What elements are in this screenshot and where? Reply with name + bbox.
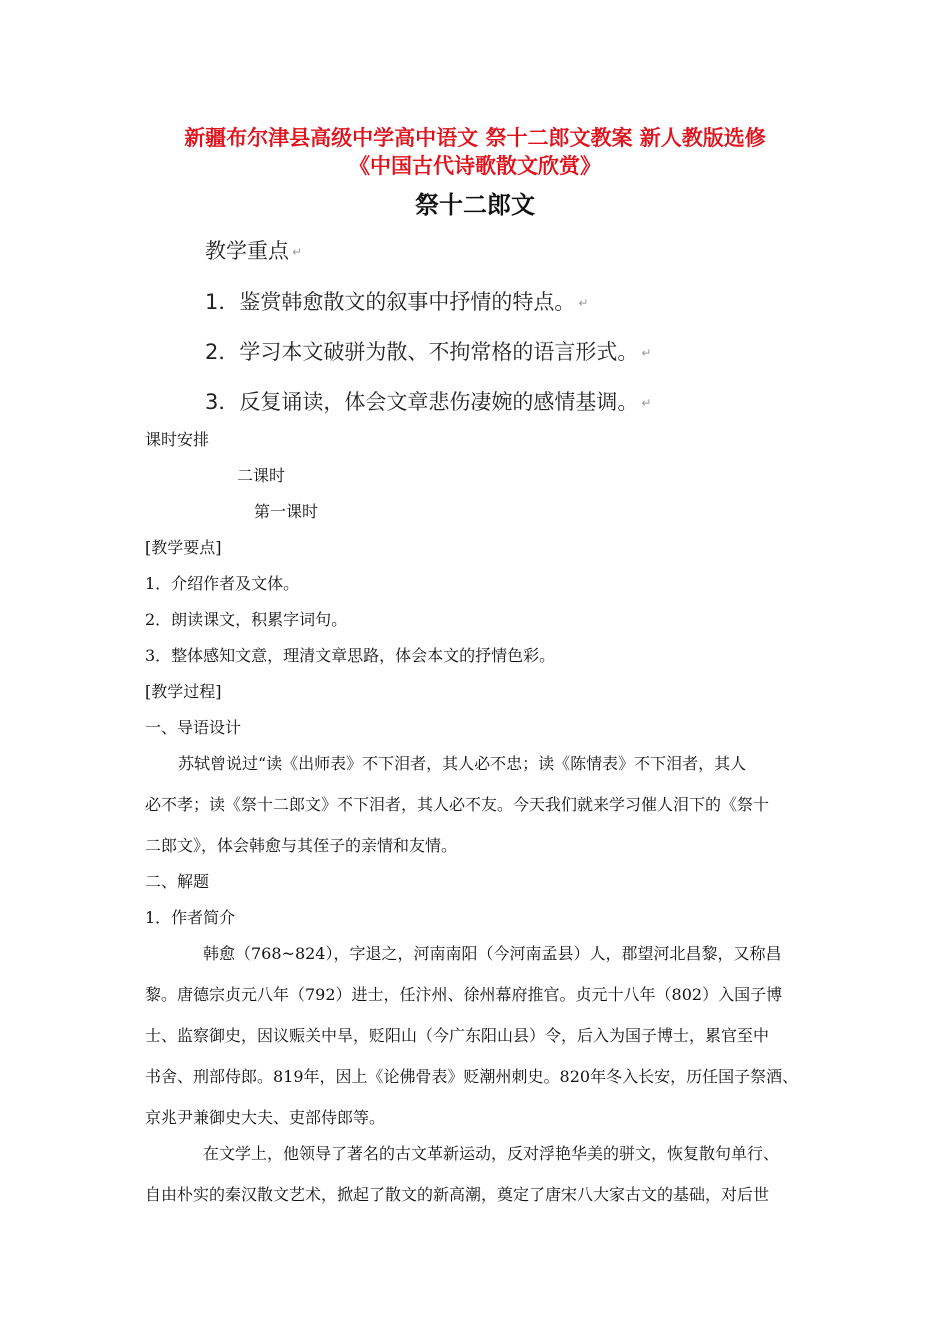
points-item-1: 1．介绍作者及文体。: [145, 574, 300, 593]
author-line-4: 书舍、刑部侍郎。819年，因上《论佛骨表》贬潮州刺史。820年冬入长安，历任国子祭酒、: [145, 1067, 799, 1086]
return-mark-icon: ↵: [578, 296, 589, 310]
focus-item-text: 2．学习本文破骈为散、不拘常格的语言形式。: [205, 340, 639, 364]
return-mark-icon: ↵: [641, 396, 652, 410]
focus-heading-text: 教学重点: [205, 239, 289, 263]
literature-line-2: 自由朴实的秦汉散文艺术，掀起了散文的新高潮，奠定了唐宋八大家古文的基础，对后世: [145, 1185, 770, 1204]
intro-line-2: 必不孝；读《祭十二郎文》不下泪者，其人必不友。今天我们就来学习催人泪下的《祭十: [145, 795, 770, 814]
return-mark-icon: ↵: [641, 346, 652, 360]
intro-line-3: 二郎文》，体会韩愈与其侄子的亲情和友情。: [145, 836, 458, 855]
focus-item-text: 3．反复诵读，体会文章悲伤凄婉的感情基调。: [205, 390, 639, 414]
schedule-heading: 课时安排: [145, 430, 210, 449]
schedule-total: 二课时: [237, 466, 286, 485]
author-line-5: 京兆尹兼御史大夫、吏部侍郎等。: [145, 1108, 386, 1127]
points-item-3: 3．整体感知文意，理清文章思路，体会本文的抒情色彩。: [145, 646, 556, 665]
points-item-2: 2．朗读课文，积累字词句。: [145, 610, 348, 629]
intro-line-1: 苏轼曾说过“读《出师表》不下泪者，其人必不忠；读《陈情表》不下泪者，其人: [178, 754, 747, 773]
focus-item-text: 1．鉴赏韩愈散文的叙事中抒情的特点。: [205, 290, 576, 314]
focus-item-2: [205, 336, 651, 366]
section-intro-heading: 一、导语设计: [145, 718, 242, 737]
focus-item-1: [205, 286, 588, 316]
points-heading: [教学要点]: [145, 538, 222, 557]
schedule-first: 第一课时: [254, 502, 319, 521]
literature-line-1: 在文学上，他领导了著名的古文革新运动，反对浮艳华美的骈文，恢复散句单行、: [203, 1144, 780, 1163]
focus-item-3: [205, 386, 651, 416]
lesson-title: 祭十二郎文: [415, 191, 535, 219]
author-line-1: 韩愈（768~824），字退之，河南南阳（今河南孟县）人，郡望河北昌黎，又称昌: [203, 944, 782, 963]
return-mark-icon: ↵: [292, 245, 303, 259]
process-heading: [教学过程]: [145, 682, 222, 701]
author-line-2: 黎。唐德宗贞元八年（792）进士，任汴州、徐州幕府推官。贞元十八年（802）入国子博: [145, 985, 783, 1004]
document-title-line1: 新疆布尔津县高级中学高中语文 祭十二郎文教案 新人教版选修: [184, 126, 766, 150]
section-title-heading: 二、解题: [145, 872, 210, 891]
document-title-line2: 《中国古代诗歌散文欣赏》: [349, 154, 601, 178]
author-line-3: 士、监察御史，因议赈关中旱，贬阳山（今广东阳山县）令，后入为国子博士，累官至中: [145, 1026, 770, 1045]
focus-heading: [205, 235, 302, 265]
author-intro-heading: 1．作者简介: [145, 908, 236, 927]
